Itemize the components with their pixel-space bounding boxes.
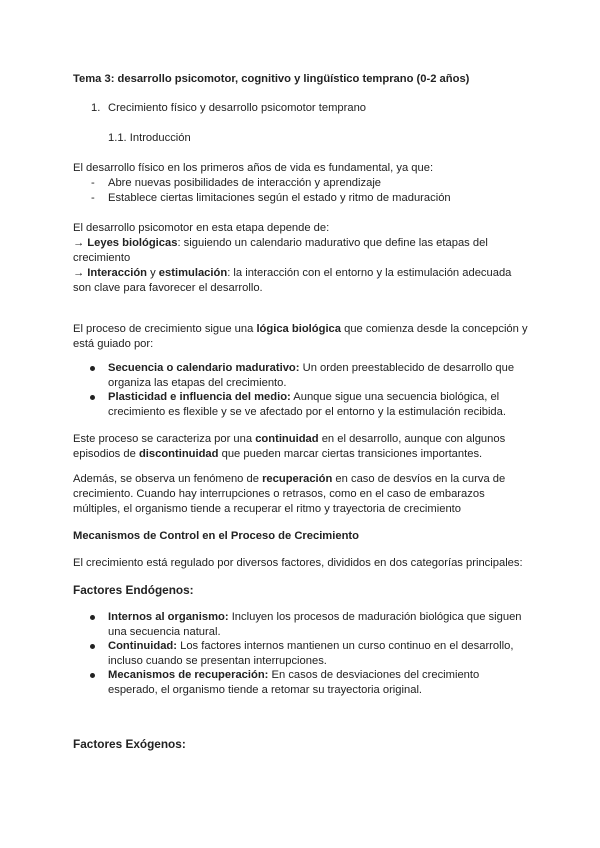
continuidad-text-cont: episodios de discontinuidad que pueden marcar ciertas transiciones importantes. (73, 448, 483, 460)
intro-text: El desarrollo físico en los primeros años de vida es fundamental, ya que: (73, 162, 434, 174)
mecanismos-heading: Mecanismos de Control en el Proceso de Crecimiento (73, 530, 359, 542)
bullet-icon (90, 366, 95, 371)
mecanismos-text: El crecimiento está regulado por diversos factores, divididos en dos categorías principales: (73, 557, 523, 569)
bullet-icon (90, 615, 95, 620)
intro-item-2: Establece ciertas limitaciones según el estado y ritmo de maduración (108, 192, 451, 204)
arrow-icon: → (73, 237, 85, 249)
continuidad-text: Este proceso se caracteriza por una continuidad en el desarrollo, aunque con algunos (73, 433, 506, 445)
endogenos-item-1-cont: una secuencia natural. (108, 626, 221, 638)
psicomotor-item-2-cont: son clave para favorecer el desarrollo. (73, 282, 263, 294)
psicomotor-lead: El desarrollo psicomotor en esta etapa depende de: (73, 222, 330, 234)
psicomotor-item-2: → Interacción y estimulación: la interacción con el entorno y la estimulación adecuada (73, 267, 512, 279)
endogenos-heading: Factores Endógenos: (73, 583, 194, 597)
proceso-item-1-cont: organiza las etapas del crecimiento. (108, 377, 287, 389)
bullet-icon (90, 644, 95, 649)
proceso-item-2-cont: crecimiento es flexible y se ve afectado por el entorno y la estimulación recibida. (108, 406, 506, 418)
section-heading: Crecimiento físico y desarrollo psicomotor temprano (108, 102, 367, 114)
dash-marker: - (91, 177, 95, 189)
proceso-text: El proceso de crecimiento sigue una lógica biológica que comienza desde la concepción y (73, 323, 528, 335)
intro-item-1: Abre nuevas posibilidades de interacción y aprendizaje (108, 177, 382, 189)
endogenos-item-3-cont: esperado, el organismo tiende a retomar su trayectoria original. (108, 684, 423, 696)
proceso-item-1: Secuencia o calendario madurativo: Un orden preestablecido de desarrollo que (108, 362, 515, 374)
section-number: 1. (91, 102, 101, 114)
endogenos-item-3: Mecanismos de recuperación: En casos de desviaciones del crecimiento (108, 669, 480, 681)
proceso-item-2: Plasticidad e influencia del medio: Aunque sigue una secuencia biológica, el (108, 391, 500, 403)
endogenos-item-2: Continuidad: Los factores internos mantienen un curso continuo en el desarrollo, (108, 640, 514, 652)
psicomotor-item-1: → Leyes biológicas: siguiendo un calendario madurativo que define las etapas del (73, 237, 488, 249)
dash-marker: - (91, 192, 95, 204)
bullet-icon (90, 673, 95, 678)
arrow-icon: → (73, 267, 85, 279)
recuperacion-text-line3: múltiples, el organismo tiende a recuperar el ritmo y trayectoria de crecimiento (73, 503, 462, 515)
bullet-icon (90, 395, 95, 400)
subsection-heading: 1.1. Introducción (108, 132, 191, 144)
endogenos-item-1: Internos al organismo: Incluyen los procesos de maduración biológica que siguen (108, 611, 522, 623)
recuperacion-text: Además, se observa un fenómeno de recuperación en caso de desvíos en la curva de (73, 473, 506, 485)
exogenos-heading: Factores Exógenos: (73, 737, 186, 751)
psicomotor-item-1-cont: crecimiento (73, 252, 131, 264)
document-title: Tema 3: desarrollo psicomotor, cognitivo y lingüístico temprano (0-2 años) (73, 73, 470, 85)
endogenos-item-2-cont: incluso cuando se presentan interrupciones. (108, 655, 327, 667)
recuperacion-text-line2: crecimiento. Cuando hay interrupciones o retrasos, como en el caso de embarazos (73, 488, 485, 500)
proceso-text-cont: está guiado por: (73, 338, 154, 350)
